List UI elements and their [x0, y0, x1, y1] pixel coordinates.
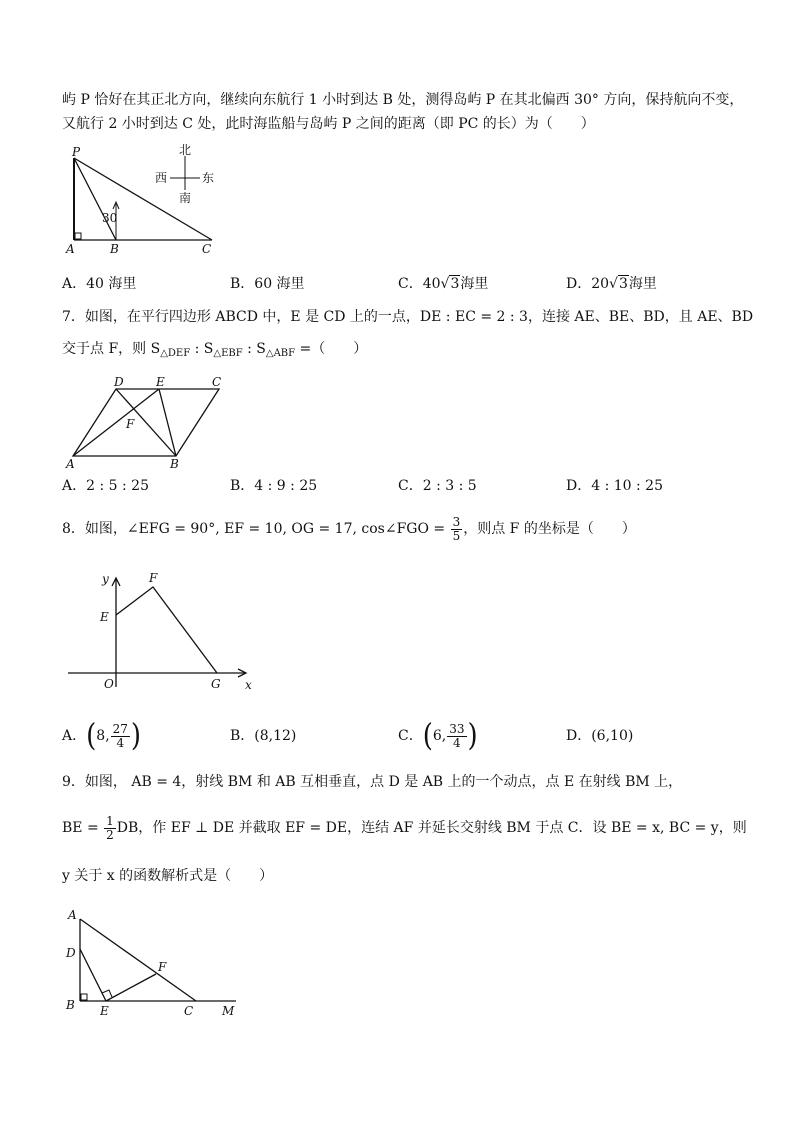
q6-compass-east: 东 — [202, 171, 215, 185]
q7-option-b[interactable]: B．4 : 9 : 25 — [230, 478, 318, 494]
q8-option-b[interactable]: B．(8,12) — [230, 728, 297, 744]
q7-option-c[interactable]: C．2 : 3 : 5 — [398, 478, 477, 494]
q8-label-G: G — [211, 677, 221, 691]
q7-option-a[interactable]: A．2 : 5 : 25 — [62, 478, 149, 494]
q7-label-F: F — [126, 417, 135, 431]
q9-text-line3: y 关于 x 的函数解析式是（ ） — [62, 868, 274, 884]
q9-label-E: E — [100, 1004, 109, 1018]
q8-option-c[interactable]: C．(6, $\frac{33}{4}$ ) — [398, 718, 478, 754]
q8-label-F: F — [149, 571, 158, 585]
q7-figure — [60, 370, 230, 470]
q6-option-b[interactable]: B．60 海里 — [230, 276, 305, 292]
q6-label-P: P — [72, 145, 81, 159]
q9-figure — [60, 905, 260, 1025]
q9-half-fraction: $\frac{1}{2}$ — [106, 813, 114, 842]
q9-label-B: B — [66, 998, 75, 1012]
q6-text-line1: 屿 P 恰好在其正北方向，继续向东航行 1 小时到达 B 处，测得岛屿 P 在其北偏西 30° 方向，保持航向不变， — [62, 92, 744, 108]
q7-label-A: A — [66, 457, 75, 471]
q6-compass-south: 南 — [179, 191, 192, 205]
q6-label-A: A — [66, 242, 75, 256]
q8-label-O: O — [104, 677, 114, 691]
q6-compass-north: 北 — [179, 143, 192, 157]
q9-label-D: D — [66, 946, 76, 960]
q9-label-M: M — [222, 1004, 235, 1018]
q8-option-a[interactable]: A．(8, $\frac{27}{4}$ ) — [62, 718, 142, 754]
q6-figure — [60, 140, 230, 260]
q8-figure — [60, 565, 260, 695]
q6-option-a[interactable]: A．40 海里 — [62, 276, 137, 292]
q6-label-B: B — [110, 242, 119, 256]
q6-compass-west: 西 — [155, 171, 168, 185]
q9-label-F: F — [158, 960, 167, 974]
q7-option-d[interactable]: D．4 : 10 : 25 — [566, 478, 663, 494]
q9-text-line2: BE = $\frac{1}{2}$ DB，作 EF ⊥ DE 并截取 EF = DE，连结 AF 并延长交射线 BM 于点 C．设 BE = x, BC = y，则 — [62, 813, 747, 842]
q7-label-B: B — [170, 457, 179, 471]
q9-label-C: C — [184, 1004, 194, 1018]
q6-option-c[interactable]: C．40√3海里 — [398, 276, 489, 292]
q7-label-C: C — [212, 375, 222, 389]
q8-label-E: E — [100, 610, 109, 624]
q7-label-E: E — [156, 375, 165, 389]
q8-cos-fraction: $\frac{3}{5}$ — [452, 514, 461, 543]
q6-option-d[interactable]: D．20√3海里 — [566, 276, 657, 292]
q6-text-line2: 又航行 2 小时到达 C 处，此时海监船与岛屿 P 之间的距离（即 PC 的长）为（ ） — [62, 116, 595, 132]
q9-text-line1: 9．如图， AB = 4，射线 BM 和 AB 互相垂直，点 D 是 AB 上的一个动点，点 E 在射线 BM 上， — [62, 774, 683, 790]
q6-label-angle: 30 — [102, 211, 118, 225]
q8-label-y: y — [102, 572, 109, 586]
q9-label-A: A — [68, 908, 77, 922]
q7-label-D: D — [114, 375, 124, 389]
q8-text-line1: 8．如图，∠EFG = 90°, EF = 10, OG = 17, cos∠FGO = $\frac{3}{5}$ ，则点 F 的坐标是（ ） — [62, 514, 636, 543]
q8-option-d[interactable]: D．(6,10) — [566, 728, 634, 744]
q7-text-line2: 交于点 F，则 $S_{\triangle DEF}$ : $S_{\triangle EBF}$ : $S_{\triangle ABF}$ =（ ） — [62, 341, 368, 359]
q8-label-x: x — [245, 678, 252, 692]
q6-label-C: C — [202, 242, 212, 256]
q7-text-line1: 7．如图，在平行四边形 ABCD 中，E 是 CD 上的一点，DE : EC = 2 : 3，连接 AE、BE、BD，且 AE、BD — [62, 309, 754, 325]
